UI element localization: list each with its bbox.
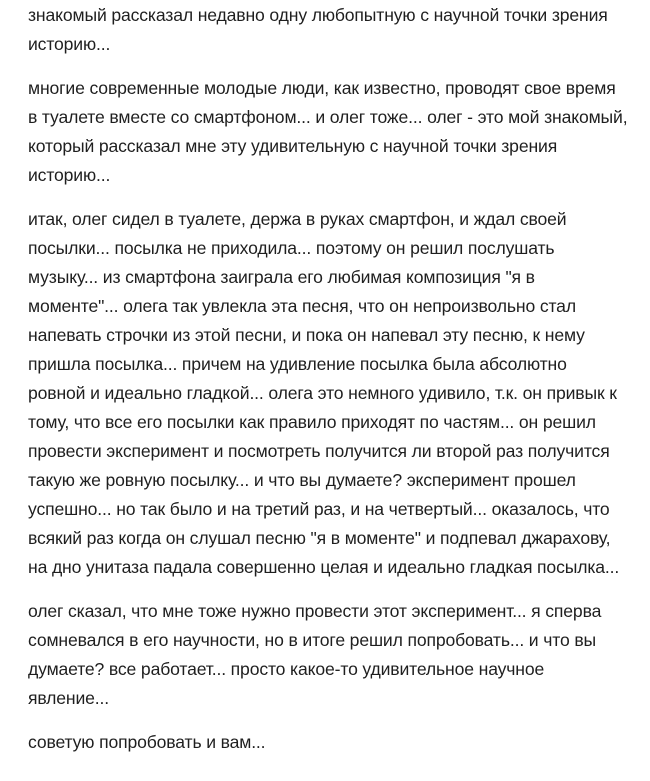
paragraph-context: многие современные молодые люди, как известно, проводят свое время в туалете вместе со смартфоном... и олег тоже... олег - это мой знакомый, который рассказал мне эту удивительную с научной точки зрения историю... bbox=[28, 78, 628, 185]
post-body bbox=[28, 0, 628, 772]
paragraph-experiment: олег сказал, что мне тоже нужно провести этот эксперимент... я сперва сомневался в его научности, но в итоге решил попробовать... и что вы думаете? все работает... просто какое-то удивительное научное явление... bbox=[28, 601, 602, 708]
paragraph-conclusion: советую попробовать и вам... bbox=[28, 732, 266, 752]
paragraph-intro: знакомый рассказал недавно одну любопытную с научной точки зрения историю... bbox=[28, 5, 608, 54]
paragraph-story: итак, олег сидел в туалете, держа в руках смартфон, и ждал своей посылки... посылка не приходила... поэтому он решил послушать музыку... из смартфона заиграла его любимая композиция "я в моменте"... олега так увлекла эта песня, что он непроизвольно стал напевать строчки из этой песни, и пока он напевал эту песню, к нему пришла посылка... причем на удивление посылка была абсолютно ровной и идеально гладкой... олега это немного удивило, т.к. он привык к тому, что все его посылки как правило приходят по частям... он решил провести эксперимент и посмотреть получится ли второй раз получится такую же ровную посылку... и что вы думаете? эксперимент прошел успешно... но так было и на третий раз, и на четвертый... оказалось, что всякий раз когда он слушал песню "я в моменте" и подпевал джарахову, на дно унитаза падала совершенно целая и идеально гладкая посылка... bbox=[28, 209, 620, 577]
